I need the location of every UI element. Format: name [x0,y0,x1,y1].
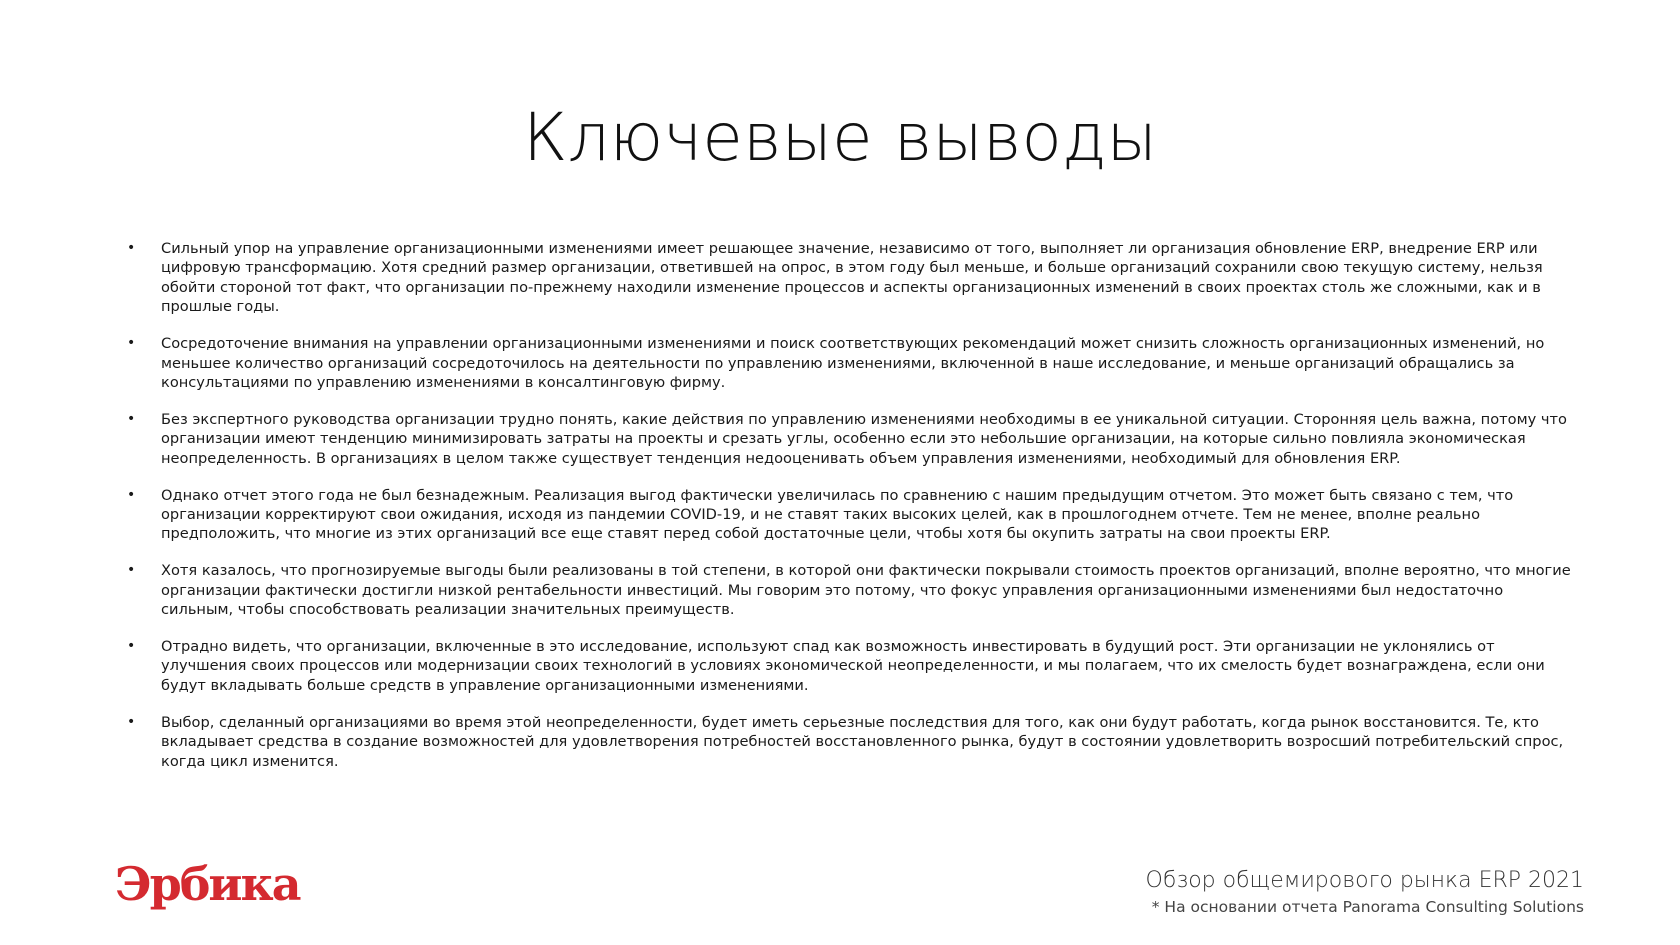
list-item [127,637,1577,695]
list-item [127,486,1577,544]
list-item [127,239,1577,317]
source-note: * На основании отчета Panorama Consulting Solutions [1151,898,1584,916]
list-item-text: Отрадно видеть, что организации, включенные в это исследование, используют спад как возможность инвестировать в будущий рост. Эти организации не уклонялись от улучшения своих процессов или модернизации своих технологий в условиях экономической неопределенности, и мы полагаем, что их смелость будет вознаграждена, если они будут вкладывать больше средств в управление организационными изменениями. [161,638,1545,694]
page-title: Ключевые выводы [522,99,1158,176]
footer [1146,866,1584,918]
key-findings-list [127,239,1577,788]
list-item [127,561,1577,619]
list-item [127,334,1577,392]
list-item [127,713,1577,771]
list-item-text: Без экспертного руководства организации трудно понять, какие действия по управлению изменениями необходимы в ее уникальной ситуации. Сторонняя цель важна, потому что организации имеют тенденцию минимизировать затраты на проекты и срезать углы, особенно если это небольшие организации, на которые сильно повлияла экономическая неопределенность. В организациях в целом также существует тенденция недооценивать объем управления изменениями, необходимый для обновления ERP. [161,410,1567,467]
report-title: Обзор общемирового рынка ERP 2021 [1145,868,1584,893]
bullet-icon: • [127,240,136,256]
list-item-text: Сильный упор на управление организационными изменениями имеет решающее значение, независимо от того, выполняет ли организация обновление ERP, внедрение ERP или цифровую трансформацию. Хотя средний размер организации, ответившей на опрос, в этом году был меньше, и больше организаций сохранили свою текущую систему, нельзя обойти стороной тот факт, что организации по-прежнему находили изменение процессов и аспекты организационных изменений в своих проектах столь же сложными, как и в прошлые годы. [161,240,1543,316]
bullet-icon: • [127,486,136,503]
list-item-text: Выбор, сделанный организациями во время этой неопределенности, будет иметь серьезные последствия для того, как они будут работать, когда рынок восстановится. Те, кто вкладывает средства в создание возможностей для удовлетворения потребностей восстановленного рынка, будут в состоянии удовлетворить возросший потребительский спрос, когда цикл изменится. [161,713,1564,770]
list-item-text: Однако отчет этого года не был безнадежным. Реализация выгод фактически увеличилась по сравнению с нашим предыдущим отчетом. Это может быть связано с тем, что организации корректируют свои ожидания, исходя из пандемии COVID-19, и не ставят таких высоких целей, как в прошлогоднем отчете. Тем не менее, вполне реально предположить, что многие из этих организаций все еще ставят перед собой достаточные цели, чтобы хотя бы окупить затраты на свои проекты ERP. [161,486,1514,543]
bullet-icon: • [127,713,136,730]
list-item-text: Хотя казалось, что прогнозируемые выгоды были реализованы в той степени, в которой они фактически покрывали стоимость проектов организаций, вполне вероятно, что многие организации фактически достигли низкой рентабельности инвестиций. Мы говорим это потому, что фокус управления организационными изменениями был недостаточно сильным, чтобы способствовать реализации значительных преимуществ. [161,562,1571,619]
bullet-icon: • [127,410,136,427]
bullet-icon: • [127,335,136,352]
list-item [127,410,1577,468]
bullet-icon: • [127,562,136,579]
bullet-icon: • [127,638,136,654]
list-item-text: Сосредоточение внимания на управлении организационными изменениями и поиск соответствующих рекомендаций может снизить сложность организационных изменений, но меньшее количество организаций сосредоточилось на деятельности по управлению изменениями, включенной в наше исследование, и меньше организаций обращались за консультациями по управлению изменениями в консалтинговую фирму. [161,335,1545,391]
company-logo: Эрбика [115,857,300,911]
